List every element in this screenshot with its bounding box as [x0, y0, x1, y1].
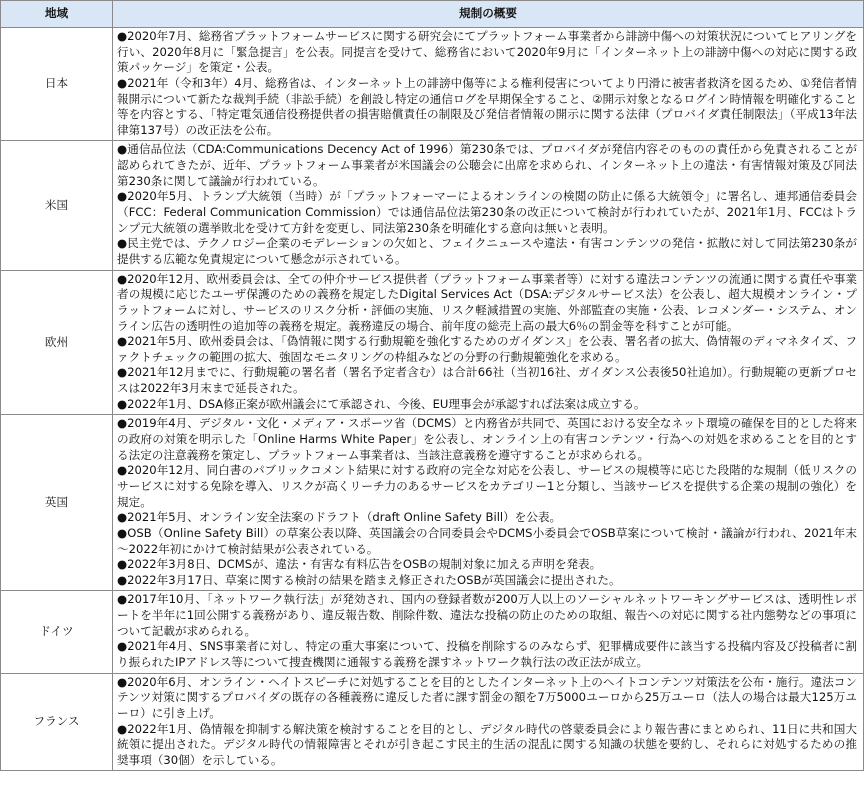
- content-cell: [113, 141, 864, 270]
- bullet-icon: ●: [117, 592, 128, 607]
- list-item: ●2022年3月17日、草案に関する検討の結果を踏まえ修正されたOSBが英国議会に提出された。: [117, 572, 621, 587]
- list-item: ●2021年（令和3年）4月、総務省は、インターネット上の誹謗中傷等による権利侵害についてより円滑に被害者救済を図るため、①発信者情報開示について新たな裁判手続（非訟手続）を創設し特定の通信ログを早期保全すること、②開示対象となるログイン時情報を明確化すること等を内容とする、「特定電気通信役務提供者の損害賠償責任の制限及び発信者情報の開示に関する法律（プロバイダ責任制限法」（平成13年法律第137号）の改正法を公布。: [117, 75, 857, 137]
- content-cell: [113, 28, 864, 141]
- list-item: ●2022年1月、DSA修正案が欧州議会にて承認され、今後、EU理事会が承認すれば法案は成立する。: [117, 396, 646, 411]
- bullet-icon: ●: [117, 189, 128, 204]
- header-region: 地域: [1, 1, 113, 28]
- list-item: ●2020年12月、同白書のパブリックコメント結果に対する政府の完全な対応を公表し、サービスの規模等に応じた段階的な規制（低リスクのサービスに対する免除を導入、リスクが高くリーチ力のあるサービスをカテゴリー1と分類し、当該サービスを提供する企業の規制の強化）を規定。: [117, 463, 857, 509]
- list-item: ●2017年10月、「ネットワーク執行法」が発効され、国内の登録者数が200万人以上のソーシャルネットワーキングサービスは、透明性レポートを半年に1回公開する義務があり、違反報告数、削除件数、違法な投稿の防止のための取組、報告への対応に関する社内態勢などの事項について記載が求められる。: [117, 592, 857, 638]
- bullet-icon: ●: [117, 510, 128, 525]
- bullet-icon: ●: [117, 75, 128, 90]
- region-cell: フランス: [1, 673, 113, 771]
- region-cell: 英国: [1, 415, 113, 591]
- bullet-icon: ●: [117, 525, 128, 540]
- table-row-germany: [1, 591, 864, 673]
- bullet-icon: ●: [117, 236, 128, 251]
- table-row-japan: [1, 28, 864, 141]
- bullet-icon: ●: [117, 557, 128, 572]
- header-row: [1, 1, 864, 28]
- bullet-icon: ●: [117, 639, 128, 654]
- table-row-eu: [1, 270, 864, 415]
- region-cell: ドイツ: [1, 591, 113, 673]
- table-row-us: [1, 141, 864, 270]
- bullet-icon: ●: [117, 396, 128, 411]
- bullet-icon: ●: [117, 271, 128, 286]
- bullet-icon: ●: [117, 29, 128, 43]
- content-cell: [113, 270, 864, 415]
- list-item: ●2021年5月、オンライン安全法案のドラフト（draft Online Safety Bill）を公表。: [117, 510, 562, 525]
- content-cell: [113, 673, 864, 771]
- list-item: ●2019年4月、デジタル・文化・メディア・スポーツ省（DCMS）と内務省が共同で、英国における安全なネット環境の確保を目的とした将来の政府の対策を明示した「Online Harms White Paper」を公表し、オンライン上の有害コンテンツ・行為への対処を求めることを目的とする法定の注意義務を策定し、プラットフォーム事業者は、当該注意義務を遵守することが求められる。: [117, 416, 857, 462]
- list-item: ●民主党では、テクノロジー企業のモデレーションの欠如と、フェイクニュースや違法・有害コンテンツの発信・拡散に対して同法第230条が提供する広範な免責規定について懸念が示されている。: [117, 236, 857, 266]
- content-cell: [113, 591, 864, 673]
- list-item: ●2020年7月、総務省プラットフォームサービスに関する研究会にてプラットフォーム事業者から誹謗中傷への対策状況についてヒアリングを行い、2020年8月に「緊急提言」を公表。同提言を受けて、総務省において2020年9月に「インターネット上の誹謗中傷への対応に関する政策パッケージ」を策定・公表。: [117, 29, 858, 75]
- header-content: 規制の概要: [113, 1, 864, 28]
- list-item: ●2021年4月、SNS事業者に対し、特定の重大事案について、投稿を削除するのみならず、犯罪構成要件に該当する投稿内容及び投稿者に割り振られたIPアドレス等について捜査機関に通報する義務を課すネットワーク執行法の改正法が成立。: [117, 639, 857, 669]
- bullet-icon: ●: [117, 463, 128, 478]
- list-item: ●2022年3月8日、DCMSが、違法・有害な有料広告をOSBの規制対象に加える声明を発表。: [117, 557, 602, 572]
- list-item: ●2020年12月、欧州委員会は、全ての仲介サービス提供者（プラットフォーム事業者等）に対する違法コンテンツの流通に関する責任や事業者の規模に応じたユーザ保護のための義務を規定したDigital Services Act（DSA:デジタルサービス法）を公表し、超大規模オンライン・プラットフォームに対し、サービスのリスク分析・評価の実施、リスク軽減措置の実施、外部監査の実施・公表、レコメンダー・システム、オンライン広告の透明性の追加等の義務を規定。義務違反の場合、前年度の総売上高の最大6％の罰金等を科すことが可能。: [117, 271, 857, 333]
- list-item: ●2020年6月、オンライン・ヘイトスピーチに対処することを目的としたインターネット上のヘイトコンテンツ対策法を公布・施行。違法コンテンツ対策に関するプロバイダの既存の各種義務に違反した者に課す罰金の額を7万5000ユーロから25万ユーロ（法人の場合は最大125万ユーロ）に引き上げ。: [117, 674, 857, 720]
- bullet-icon: ●: [117, 572, 128, 587]
- bullet-icon: ●: [117, 365, 128, 380]
- bullet-icon: ●: [117, 674, 128, 689]
- table-row-uk: [1, 415, 864, 591]
- list-item: ●2022年1月、偽情報を抑制する解決策を検討することを目的とし、デジタル時代の啓蒙委員会により報告書にまとめられ、11日に共和国大統領に提出された。デジタル時代の情報障害とそれが引き起こす民主的生活の混乱に関する知識の状態を要約し、それらに対処するための推奨事項（30個）を示している。: [117, 721, 857, 767]
- region-cell: 日本: [1, 28, 113, 141]
- list-item: ●2021年12月までに、行動規範の署名者（署名予定者含む）は合計66社（当初16社、ガイダンス公表後50社追加）。行動規範の更新プロセスは2022年3月末まで延長された。: [117, 365, 858, 396]
- list-item: ●2021年5月、欧州委員会は、「偽情報に関する行動規範を強化するためのガイダンス」を公表、署名者の拡大、偽情報のディマネタイズ、ファクトチェックの範囲の拡大、強固なモニタリングの枠組みなどの分野の行動規範強化を求める。: [117, 334, 858, 364]
- region-cell: 米国: [1, 141, 113, 270]
- list-item: ●2020年5月、トランプ大統領（当時）が「プラットフォーマーによるオンラインの検閲の防止に係る大統領令」に署名し、連邦通信委員会（FCC：Federal Communication Commission）では通信品位法第230条の改正について検討が行われていたが、2021年1月、FCCはトランプ元大統領の選挙敗北を受けて方針を変更し、同法第230条を明確化する意向は無いと表明。: [117, 189, 857, 235]
- table-row-france: [1, 673, 864, 771]
- list-item: ●OSB（Online Safety Bill）の草案公表以降、英国議会の合同委員会やDCMS小委員会でOSB草案について検討・議論が行われ、2021年末～2022年初にかけて検討結果が公表されている。: [117, 525, 857, 556]
- content-cell: [113, 415, 864, 591]
- bullet-icon: ●: [117, 142, 128, 157]
- bullet-icon: ●: [117, 334, 128, 349]
- list-item: ●通信品位法（CDA:Communications Decency Act of 1996）第230条では、プロバイダが発信内容そのものの責任から免責されることが認められてきたが、近年、プラットフォーム事業者が米国議会の公聴会に出席を求められ、インターネット上の違法・有害情報対策及び同法第230条に関して議論が行われている。: [117, 142, 857, 188]
- bullet-icon: ●: [117, 721, 128, 736]
- region-cell: 欧州: [1, 270, 113, 415]
- bullet-icon: ●: [117, 416, 128, 431]
